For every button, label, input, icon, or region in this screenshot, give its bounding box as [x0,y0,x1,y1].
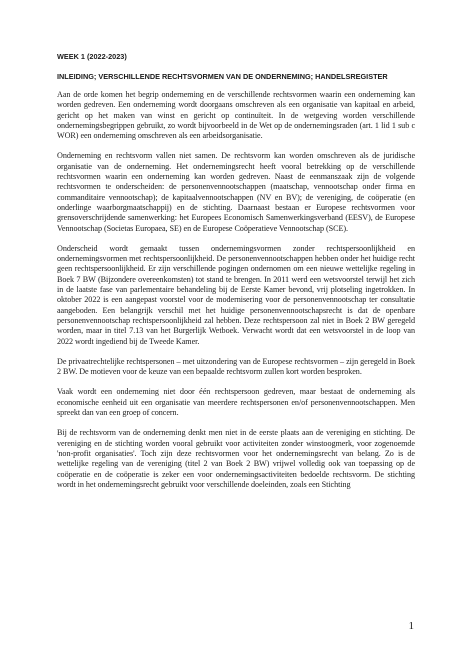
paragraph-4: De privaatrechtelijke rechtspersonen – met uitzondering van de Europese rechtsvormen – zijn geregeld in Boek 2 BW. De motieven voor de keuze van een bepaalde rechtsvorm zullen kort worden besproken. [57,356,415,377]
paragraph-3: Onderscheid wordt gemaakt tussen ondernemingsvormen zonder rechtspersoonlijkheid en ondernemingsvormen met rechtspersoonlijkheid. De personenvennootschappen hebben onder het huidige recht geen rechtspersoonlijkheid. Er zijn verschillende pogingen ondernomen om een nieuwe wettelijke regeling in Boek 7 BW (Bijzondere overeenkomsten) tot stand te brengen. In 2011 werd een wetsvoorstel terwijl het zich in de laatste fase van parlementaire behandeling bij de Eerste Kamer bevond, vrij plotseling ingetrokken. In oktober 2022 is een aangepast voorstel voor de modernisering voor de personenvennootschap ter consultatie aangeboden. Een belangrijk verschil met het huidige personenvennootschapsrecht is dat de openbare personenvennootschap rechtspersoonlijkheid zal hebben. Deze rechtspersoon zal niet in Boek 2 BW geregeld worden, maar in titel 7.13 van het Burgerlijk Wetboek. Verwacht wordt dat een wetsvoorstel in de loop van 2022 wordt ingediend bij de Tweede Kamer. [57,243,415,346]
paragraph-5: Vaak wordt een onderneming niet door één rechtspersoon gedreven, maar bestaat de onderneming als economische eenheid uit een organisatie van meerdere rechtspersonen en/of personenvennootschappen. Men spreekt dan van een groep of concern. [57,387,415,418]
section-subtitle: INLEIDING; VERSCHILLENDE RECHTSVORMEN VAN DE ONDERNEMING; HANDELSREGISTER [57,72,388,81]
page-content [57,52,415,500]
paragraph-2: Onderneming en rechtsvorm vallen niet samen. De rechtsvorm kan worden omschreven als de juridische organisatie van de onderneming. Het ondernemingsrecht heeft vooral betrekking op de verschillende rechtsvormen waarin een onderneming kan worden gedreven. Naast de eenmanszaak zijn de volgende rechtsvormen te onderscheiden: de personenvennootschappen (maatschap, vennootschap onder firma en commanditaire vennootschap); de kapitaalvennootschappen (NV en BV); de vereniging, de coöperatie (en onderlinge waarborgmaatschappij) en de stichting. Daarnaast bestaan er Europese rechtsvormen voor grensoverschrijdende samenwerking: het Europees Economisch Samenwerkingsverband (EESV), de Europese Vennootschap (Societas Europaea, SE) en de Europese Coöperatieve Vennootschap (SCE). [57,151,415,233]
week-heading: WEEK 1 (2022-2023) [57,52,127,61]
page-number: 1 [408,620,414,632]
paragraph-6: Bij de rechtsvorm van de onderneming denkt men niet in de eerste plaats aan de vereniging en stichting. De vereniging en de stichting worden vooral gebruikt voor activiteiten zonder winstoogmerk, voor zogenoemde 'non-profit organisaties'. Toch zijn deze rechtsvormen voor het ondernemingsrecht van belang. Zo is de wettelijke regeling van de vereniging (titel 2 van Boek 2 BW) vrijwel volledig ook van toepassing op de coöperatie en de coöperatie is zeker een voor ondernemingsactiviteiten bedoelde rechtsvorm. De stichting wordt in het ondernemingsrecht gebruikt voor verschillende doeleinden, zoals een Stichting [57,428,415,489]
paragraph-1: Aan de orde komen het begrip onderneming en de verschillende rechtsvormen waarin een onderneming kan worden gedreven. Een onderneming wordt doorgaans omschreven als een organisatie van kapitaal en arbeid, gericht op het maken van winst en gericht op continuïteit. In de wetgeving worden verschillende ondernemingsbegrippen gebruikt, zo wordt bijvoorbeeld in de Wet op de ondernemingsraden (art. 1 lid 1 sub c WOR) een onderneming omschreven als een arbeidsorganisatie. [57,90,415,141]
